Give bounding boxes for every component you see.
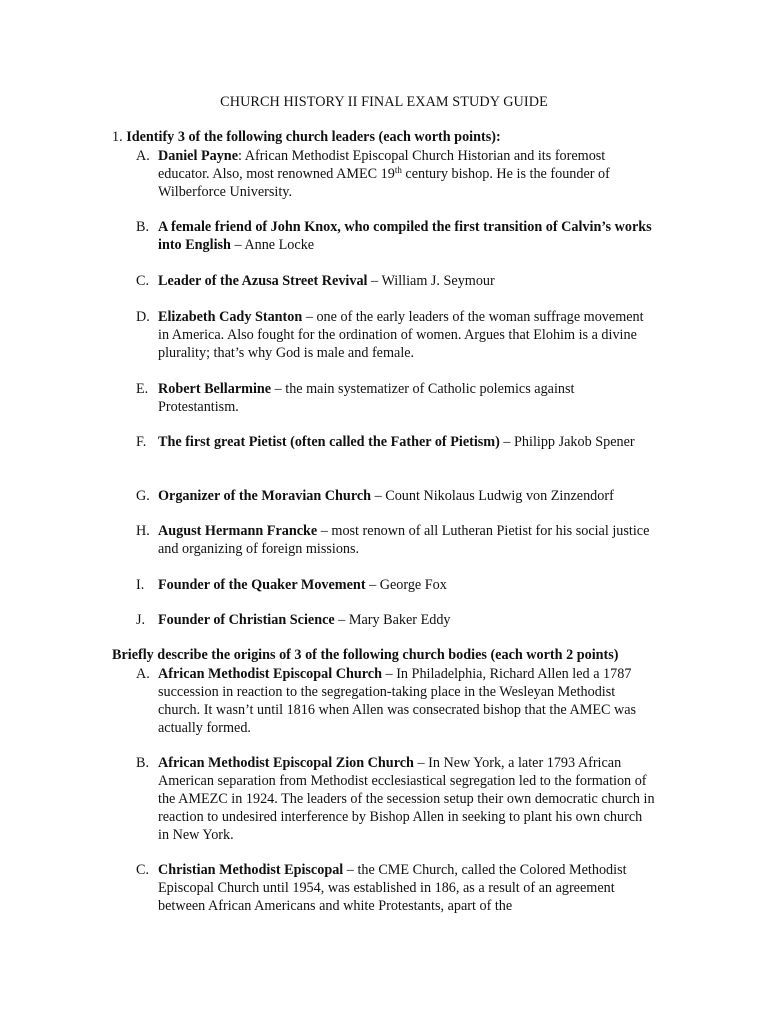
item-description: Mary Baker Eddy bbox=[348, 612, 451, 628]
item-separator: : bbox=[238, 148, 245, 164]
list-item bbox=[136, 487, 656, 505]
item-description: William J. Seymour bbox=[381, 273, 495, 289]
item-separator: – bbox=[367, 273, 382, 289]
item-letter: B. bbox=[136, 755, 150, 771]
list-item bbox=[136, 308, 656, 362]
item-description-cont: century bishop. He is the founder of Wilberforce University. bbox=[158, 166, 610, 200]
item-separator: – bbox=[317, 523, 332, 539]
list-item bbox=[136, 272, 656, 290]
list-item bbox=[136, 522, 656, 558]
item-term: Founder of Christian Science bbox=[158, 612, 335, 628]
list-item bbox=[136, 147, 656, 201]
item-letter: A. bbox=[136, 666, 150, 682]
item-description: African Methodist Episcopal Church Historian and its foremost educator. Also, most renowned AMEC 19 bbox=[158, 148, 606, 182]
item-term: Daniel Payne bbox=[158, 148, 238, 164]
list-item bbox=[136, 218, 656, 254]
item-term: Organizer of the Moravian Church bbox=[158, 488, 372, 504]
item-term: Robert Bellarmine bbox=[158, 381, 272, 397]
item-description: the CME Church, called the Colored Methodist Episcopal Church until 1954, was established in 186, as a result of an agreement between African Americans and white Protestants, apart of the bbox=[158, 862, 627, 914]
page-title: CHURCH HISTORY II FINAL EXAM STUDY GUIDE bbox=[220, 94, 548, 110]
item-letter: D. bbox=[136, 309, 150, 325]
item-letter: J. bbox=[136, 612, 146, 628]
item-letter: B. bbox=[136, 219, 150, 235]
item-term: A female friend of John Knox, who compiled the first transition of Calvin’s works into English bbox=[158, 219, 652, 253]
question-1-text: Identify 3 of the following church leaders (each worth points): bbox=[126, 129, 501, 145]
item-term: Founder of the Quaker Movement bbox=[158, 577, 366, 593]
item-term: African Methodist Episcopal Zion Church bbox=[158, 755, 414, 771]
item-separator: – bbox=[343, 862, 358, 878]
item-description: George Fox bbox=[379, 577, 447, 593]
item-description: In New York, a later 1793 African American separation from Methodist ecclesiastical segregation led to the formation of the AMEZC in 1924. The leaders of the secession setup their own democratic church in reaction to undesired interference by Bishop Allen in seeking to plant his own church in New York. bbox=[158, 755, 655, 843]
item-letter: C. bbox=[136, 862, 150, 878]
item-separator: – bbox=[371, 488, 386, 504]
item-separator: – bbox=[365, 577, 380, 593]
item-separator: – bbox=[271, 381, 286, 397]
item-description: one of the early leaders of the woman suffrage movement in America. Also fought for the ordination of women. Argues that Elohim is a divine plurality; that’s why God is male and female. bbox=[158, 309, 644, 361]
list-item bbox=[136, 611, 656, 629]
item-description: Philipp Jakob Spener bbox=[514, 434, 635, 450]
item-letter: G. bbox=[136, 488, 150, 504]
item-term: The first great Pietist (often called the Father of Pietism) bbox=[158, 434, 500, 450]
item-description: In Philadelphia, Richard Allen led a 1787 succession in reaction to the segregation-taking place in the Wesleyan Methodist church. It wasn’t until 1816 when Allen was consecrated bishop that the AMEC was actually formed. bbox=[158, 666, 637, 736]
superscript: th bbox=[394, 165, 402, 175]
item-term: Christian Methodist Episcopal bbox=[158, 862, 344, 878]
question-1-heading bbox=[112, 128, 501, 146]
item-separator: – bbox=[302, 309, 317, 325]
item-separator: – bbox=[413, 755, 429, 771]
item-description: most renown of all Lutheran Pietist for his social justice and organizing of foreign missions. bbox=[158, 523, 650, 557]
item-separator: – bbox=[230, 237, 245, 253]
item-description: Count Nikolaus Ludwig von Zinzendorf bbox=[385, 488, 614, 504]
item-separator: – bbox=[334, 612, 349, 628]
item-term: August Hermann Francke bbox=[158, 523, 318, 539]
item-description: the main systematizer of Catholic polemics against Protestantism. bbox=[158, 381, 575, 415]
list-item bbox=[136, 665, 656, 737]
question-2-heading: Briefly describe the origins of 3 of the following church bodies (each worth 2 points) bbox=[112, 647, 619, 663]
list-item bbox=[136, 576, 656, 594]
item-letter: C. bbox=[136, 273, 150, 289]
item-description: Anne Locke bbox=[244, 237, 315, 253]
item-term: Leader of the Azusa Street Revival bbox=[158, 273, 368, 289]
item-letter: H. bbox=[136, 523, 150, 539]
item-separator: – bbox=[499, 434, 515, 450]
list-item bbox=[136, 433, 656, 451]
list-item bbox=[136, 380, 656, 416]
item-term: Elizabeth Cady Stanton bbox=[158, 309, 303, 325]
item-letter: E. bbox=[136, 381, 149, 397]
item-letter: A. bbox=[136, 148, 150, 164]
item-separator: – bbox=[382, 666, 397, 682]
item-letter: F. bbox=[136, 434, 147, 450]
list-item bbox=[136, 861, 656, 915]
question-number: 1. bbox=[112, 129, 123, 145]
list-item bbox=[136, 754, 656, 844]
item-term: African Methodist Episcopal Church bbox=[158, 666, 382, 682]
item-letter: I. bbox=[136, 577, 145, 593]
